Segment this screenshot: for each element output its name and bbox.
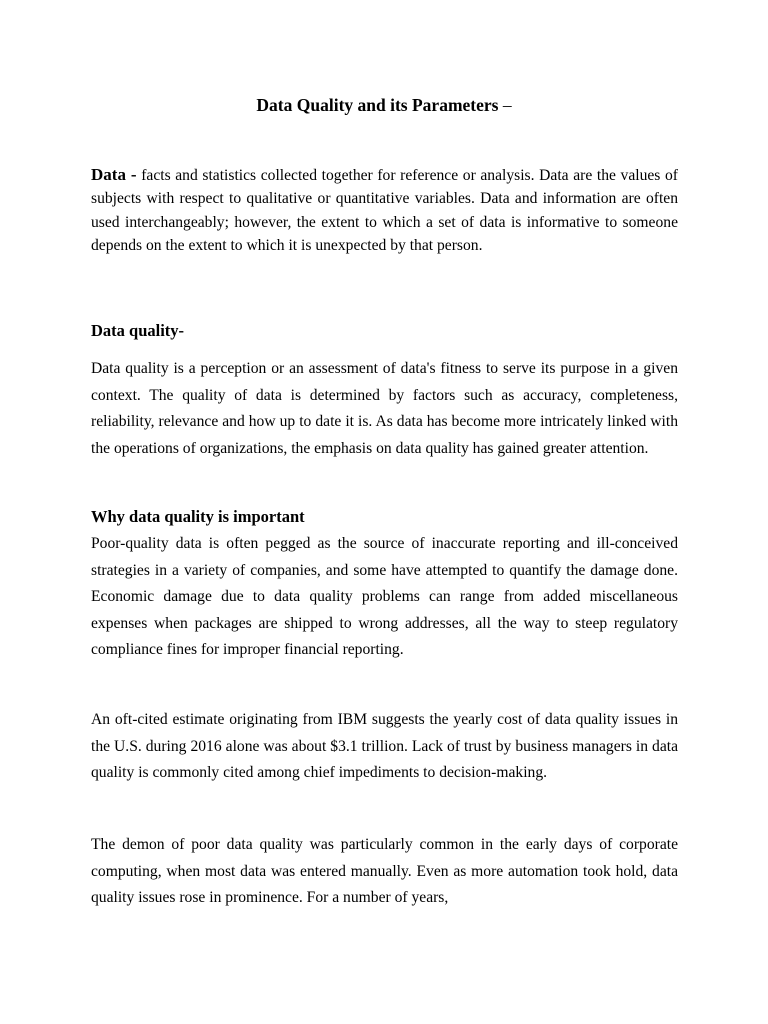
document-title bbox=[0, 93, 768, 117]
importance-paragraph-1: Poor-quality data is often pegged as the source of inaccurate reporting and ill-conceived strategies in a variety of companies, and some have attempted to quantify the damage done. Economic damage due to data quality problems can range from added miscellaneous expenses when packages are shipped to wrong addresses, all the way to steep regulatory compliance fines for improper financial reporting. bbox=[91, 535, 678, 659]
intro-text: facts and statistics collected together for reference or analysis. Data are the values of subjects with respect to qualitative or quantitative variables. Data and information are often used interchangeably; however, the extent to which a set of data is informative to someone depends on the extent to which it is unexpected by that person. bbox=[91, 167, 678, 255]
data-quality-paragraph: Data quality is a perception or an assessment of data's fitness to serve its purpose in a given context. The quality of data is determined by factors such as accuracy, completeness, reliability, relevance and how up to date it is. As data has become more intricately linked with the operations of organizations, the emphasis on data quality has gained greater attention. bbox=[91, 360, 678, 457]
importance-paragraph-3: The demon of poor data quality was particularly common in the early days of corporate computing, when most data was entered manually. Even as more automation took hold, data quality issues rose in prominence. For a number of years, bbox=[91, 836, 678, 907]
importance-heading: Why data quality is important bbox=[91, 507, 305, 526]
document-title-dash: – bbox=[502, 95, 512, 115]
data-quality-heading: Data quality- bbox=[91, 321, 185, 340]
intro-term: Data - bbox=[91, 165, 137, 184]
intro-paragraph bbox=[91, 163, 678, 258]
document-title-text: Data Quality and its Parameters bbox=[256, 95, 499, 115]
importance-paragraph-2: An oft-cited estimate originating from IBM suggests the yearly cost of data quality issues in the U.S. during 2016 alone was about $3.1 trillion. Lack of trust by business managers in data quality is commonly cited among chief impediments to decision-making. bbox=[91, 711, 678, 782]
